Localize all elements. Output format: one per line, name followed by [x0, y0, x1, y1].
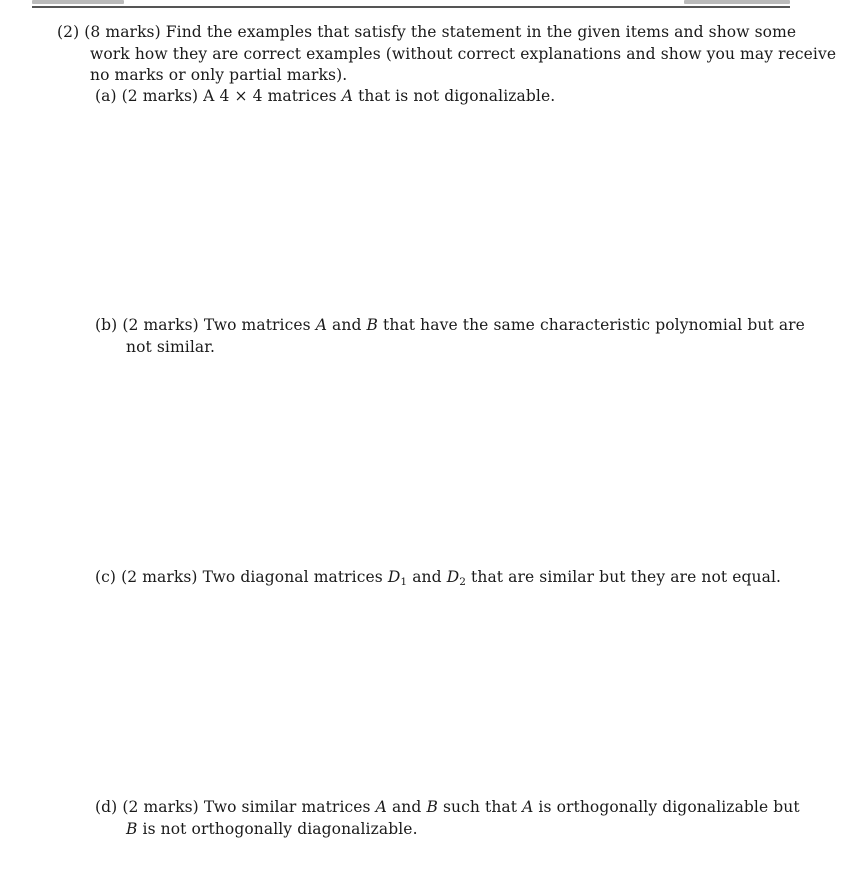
- item-c-suffix: that are similar but they are not equal.: [466, 568, 782, 586]
- header-right-fragment: [684, 0, 790, 4]
- item-b: [95, 315, 805, 358]
- item-a: [95, 86, 555, 108]
- item-c: [95, 567, 781, 594]
- item-d: [95, 797, 800, 840]
- item-b-var-b: B: [366, 316, 379, 334]
- header-rule: [32, 6, 790, 8]
- item-b-mid: and: [327, 316, 367, 334]
- item-b-line-1: [95, 315, 805, 337]
- question-2-statement: [57, 22, 836, 87]
- item-b-suffix: that have the same characteristic polynomial but are: [378, 316, 805, 334]
- item-d-var-a-2: A: [522, 798, 534, 816]
- item-c-sub-2: 2: [459, 576, 466, 588]
- item-c-var-d1: D: [387, 568, 401, 586]
- item-c-var-d2: D: [446, 568, 460, 586]
- item-a-line: [95, 86, 555, 108]
- item-d-var-b: B: [426, 798, 438, 816]
- item-c-sub-1: 1: [400, 576, 408, 588]
- question-line-2: work how they are correct examples (without correct explanations and show you may receive: [90, 44, 837, 63]
- item-a-suffix: that is not digonalizable.: [353, 87, 556, 105]
- item-a-prefix: (a) (2 marks) A 4 × 4 matrices: [95, 87, 342, 105]
- item-c-mid: and: [407, 568, 447, 586]
- item-d-var-a: A: [375, 798, 387, 816]
- item-d-mid-1: and: [386, 798, 427, 816]
- item-d-line-2-rest: is not orthogonally diagonalizable.: [137, 819, 418, 838]
- question-line-3: no marks or only partial marks).: [90, 66, 348, 84]
- item-c-line: [95, 567, 781, 594]
- item-a-var-a: A: [341, 87, 354, 105]
- item-b-prefix: (b) (2 marks) Two matrices: [95, 316, 316, 334]
- item-d-prefix: (d) (2 marks) Two similar matrices: [95, 798, 376, 816]
- item-b-var-a: A: [315, 316, 328, 334]
- item-d-line-1: [95, 797, 800, 819]
- header-left-fragment: [32, 0, 124, 4]
- item-d-suffix: is orthogonally digonalizable but: [533, 798, 800, 816]
- item-d-var-b-2: B: [126, 819, 138, 838]
- item-b-line-2: not similar.: [126, 337, 216, 356]
- item-d-mid-2: such that: [437, 798, 523, 816]
- item-d-line-2: [95, 819, 800, 841]
- item-c-prefix: (c) (2 marks) Two diagonal matrices: [95, 568, 388, 586]
- question-line-1: (2) (8 marks) Find the examples that satisfy the statement in the given items and show some: [57, 23, 797, 41]
